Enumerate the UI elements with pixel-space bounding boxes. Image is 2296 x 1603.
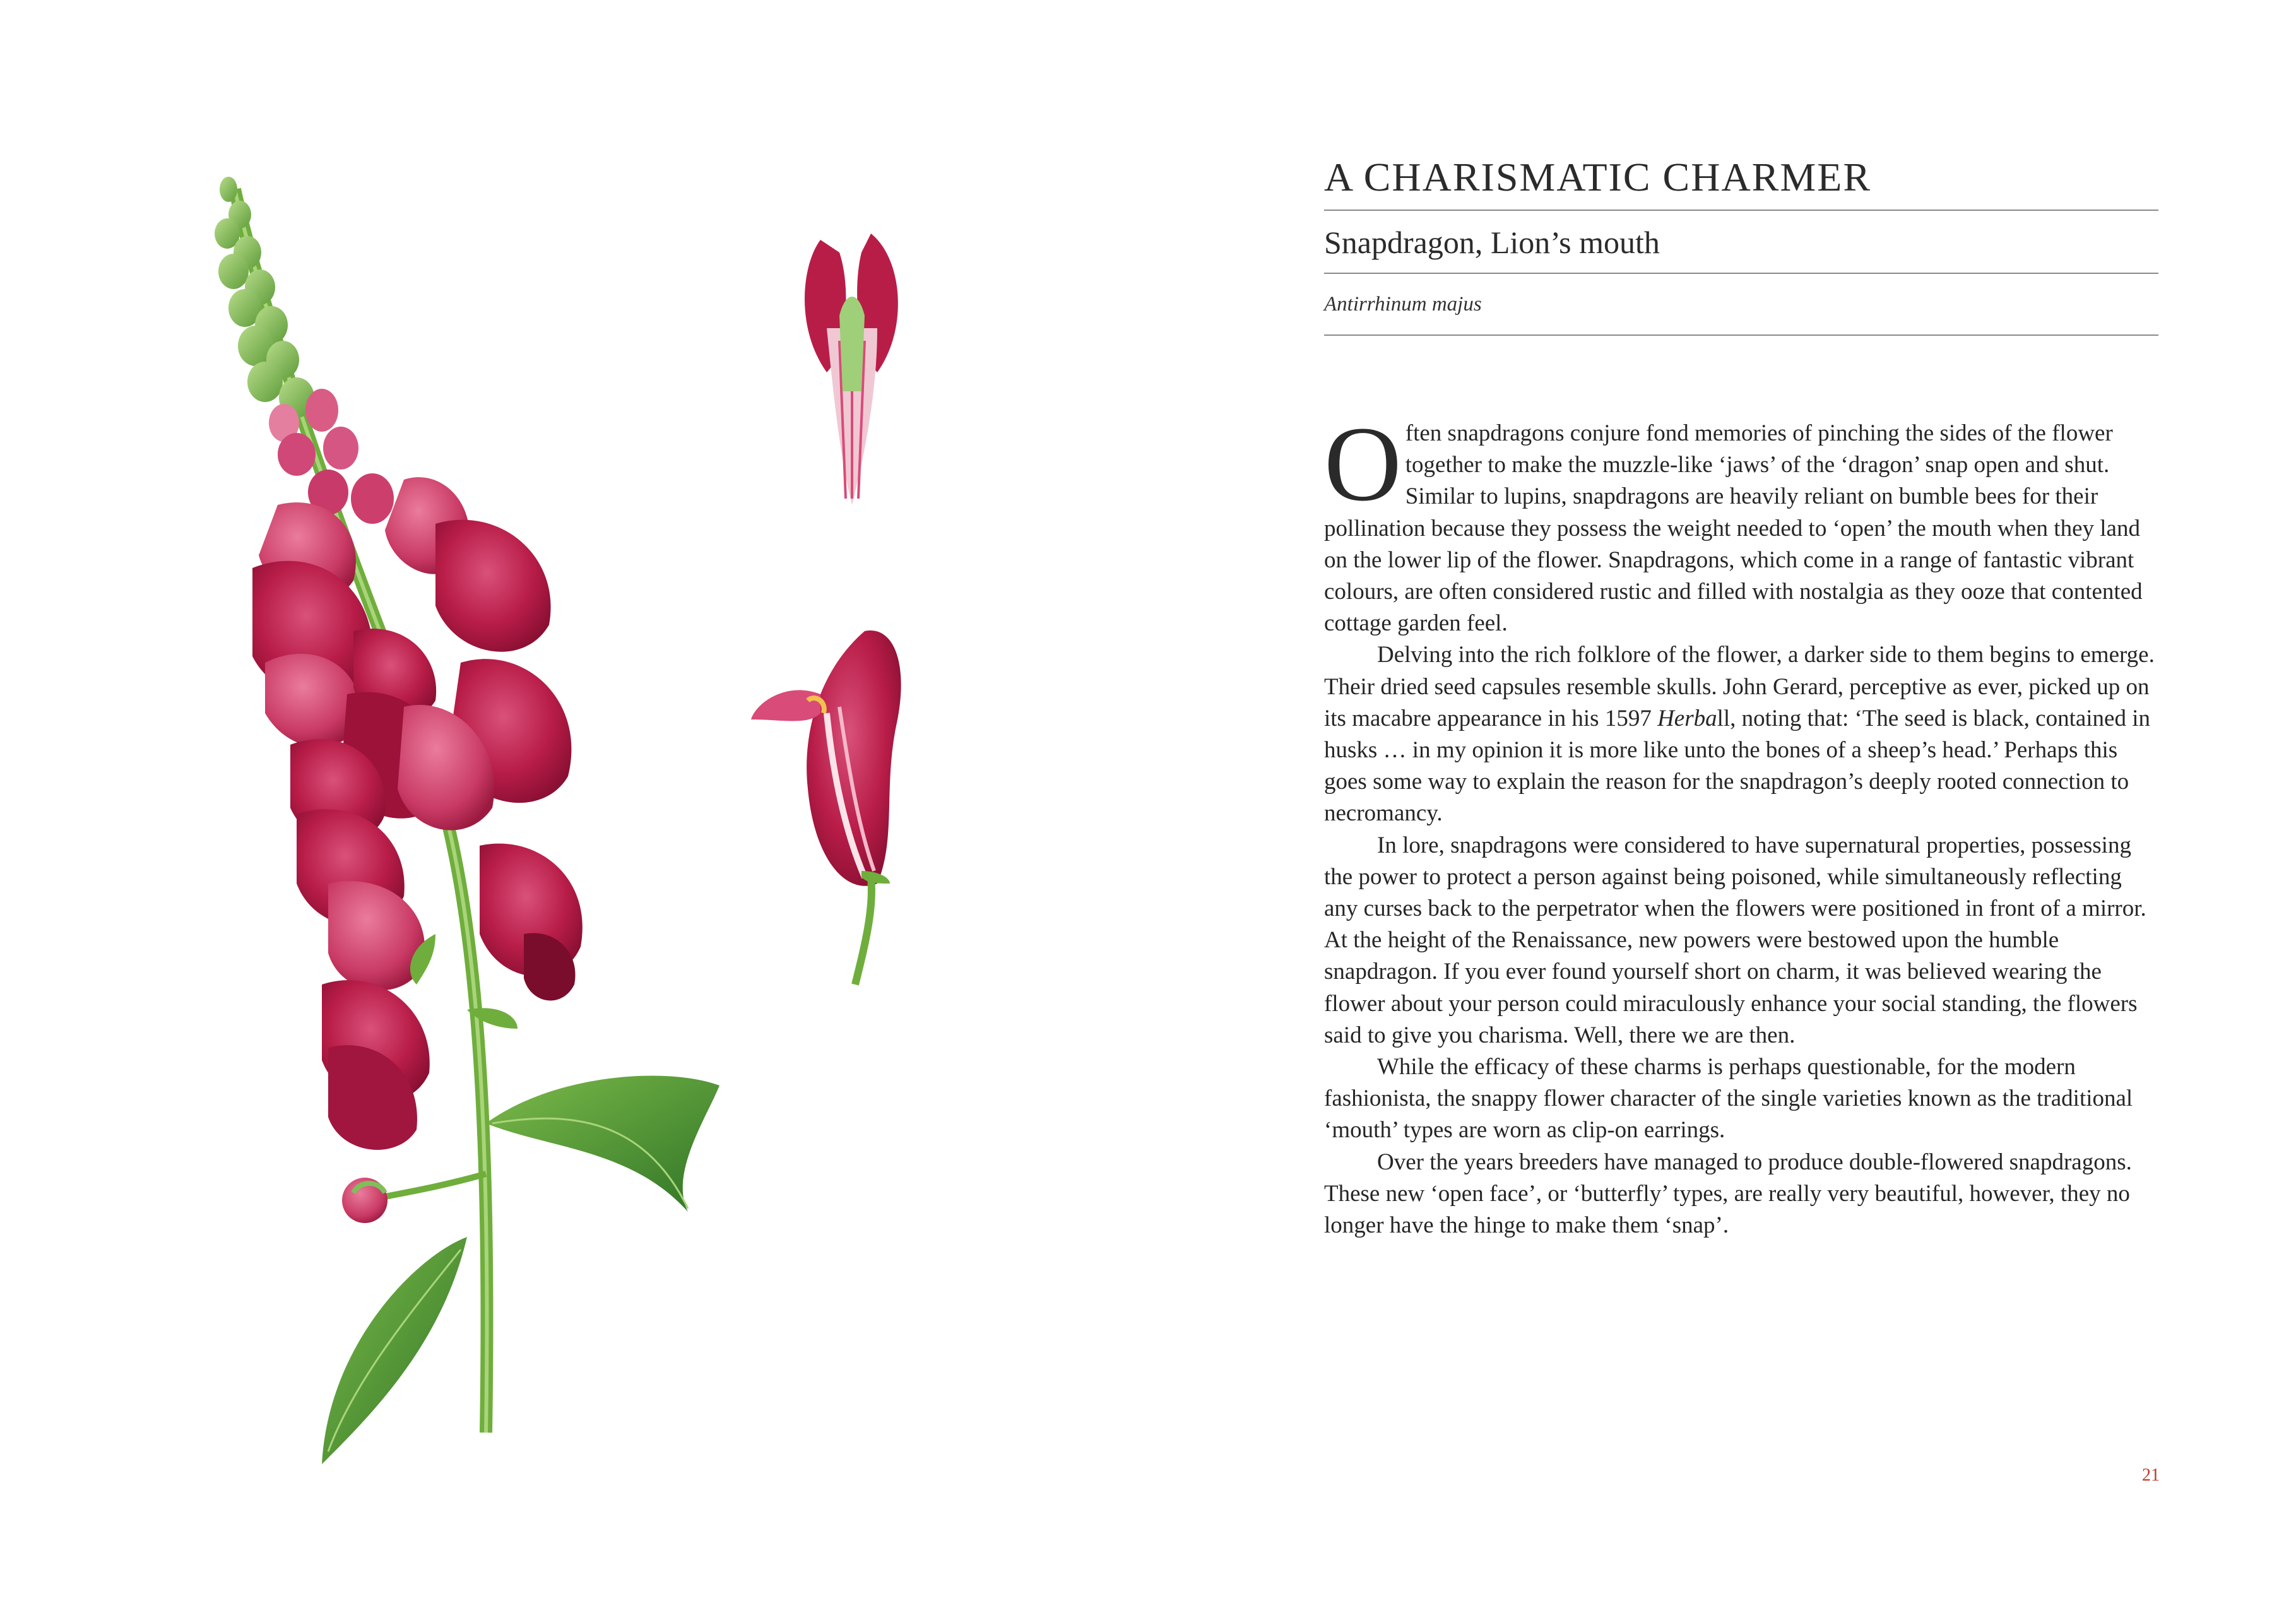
latin-name-rule: [1324, 334, 2158, 336]
drop-cap: O: [1324, 405, 1402, 523]
book-title-herball: Herba: [1657, 705, 1717, 731]
paragraph-4: While the efficacy of these charms is perhaps questionable, for the modern fashionista, the snappy flower character of the single varieties known as the traditional ‘mouth’ types are worn as clip-on earrings.: [1324, 1054, 2133, 1144]
paragraph-1-text: ften snapdragons conjure fond memories of pinching the sides of the flower together to make the muzzle-like ‘jaws’ of the ‘dragon’ snap open and shut. Similar to lupins, snapdragons are heavily reliant on bumble bees for their pollination because they possess the weight needed to ‘open’ the mouth when they land on the lower lip of the flower. Snapdragons, which come in a range of fantastic vibrant colours, are often considered rustic and filled with nostalgia as they ooze that contented cottage garden feel.: [1324, 420, 2143, 637]
latin-name: Antirrhinum majus: [1324, 293, 1482, 316]
flower-dissection-front: [805, 234, 898, 505]
paragraph-2-text-a: Delving into the rich folklore of the flower, a darker side to them begins to emerge. Their dried seed capsules resemble skulls. John Gerard, perceptive as ever, picked up on its macabre appearance in his 1597: [1324, 642, 2155, 731]
page-number: 21: [2142, 1465, 2160, 1485]
paragraph-2: [1324, 639, 2158, 829]
paragraph-2-text-b: ll, noting that: ‘The seed is black, contained in husks … in my opinion it is more like unto the bones of a sheep’s head.’ Perhaps this goes some way to explain the reason for the snapdragon’s deeply rooted connection to necromancy.: [1324, 705, 2151, 827]
body-text: [1324, 405, 2158, 1241]
common-name: Snapdragon, Lion’s mouth: [1324, 225, 1660, 260]
page-title: A CHARISMATIC CHARMER: [1324, 155, 1872, 199]
paragraph-5: Over the years breeders have managed to produce double-flowered snapdragons. These new ‘open face’, or ‘butterfly’ types, are really very beautiful, however, they no longer have the hinge to make them ‘snap’.: [1324, 1149, 2132, 1239]
entry-header: [1324, 151, 2158, 336]
flower-side-view: [751, 630, 901, 985]
paragraph-1: [1324, 405, 2158, 639]
paragraph-3: In lore, snapdragons were considered to have supernatural properties, possessing the power to protect a person against being poisoned, while simultaneously reflecting any curses back to the perpetrator when the flowers were positioned in front of a mirror. At the height of the Renaissance, new powers were bestowed upon the humble snapdragon. If you ever found yourself short on charm, it was believed wearing the flower about your person could miraculously enhance your social standing, the flowers said to give you charisma. Well, there we are then.: [1324, 832, 2146, 1048]
